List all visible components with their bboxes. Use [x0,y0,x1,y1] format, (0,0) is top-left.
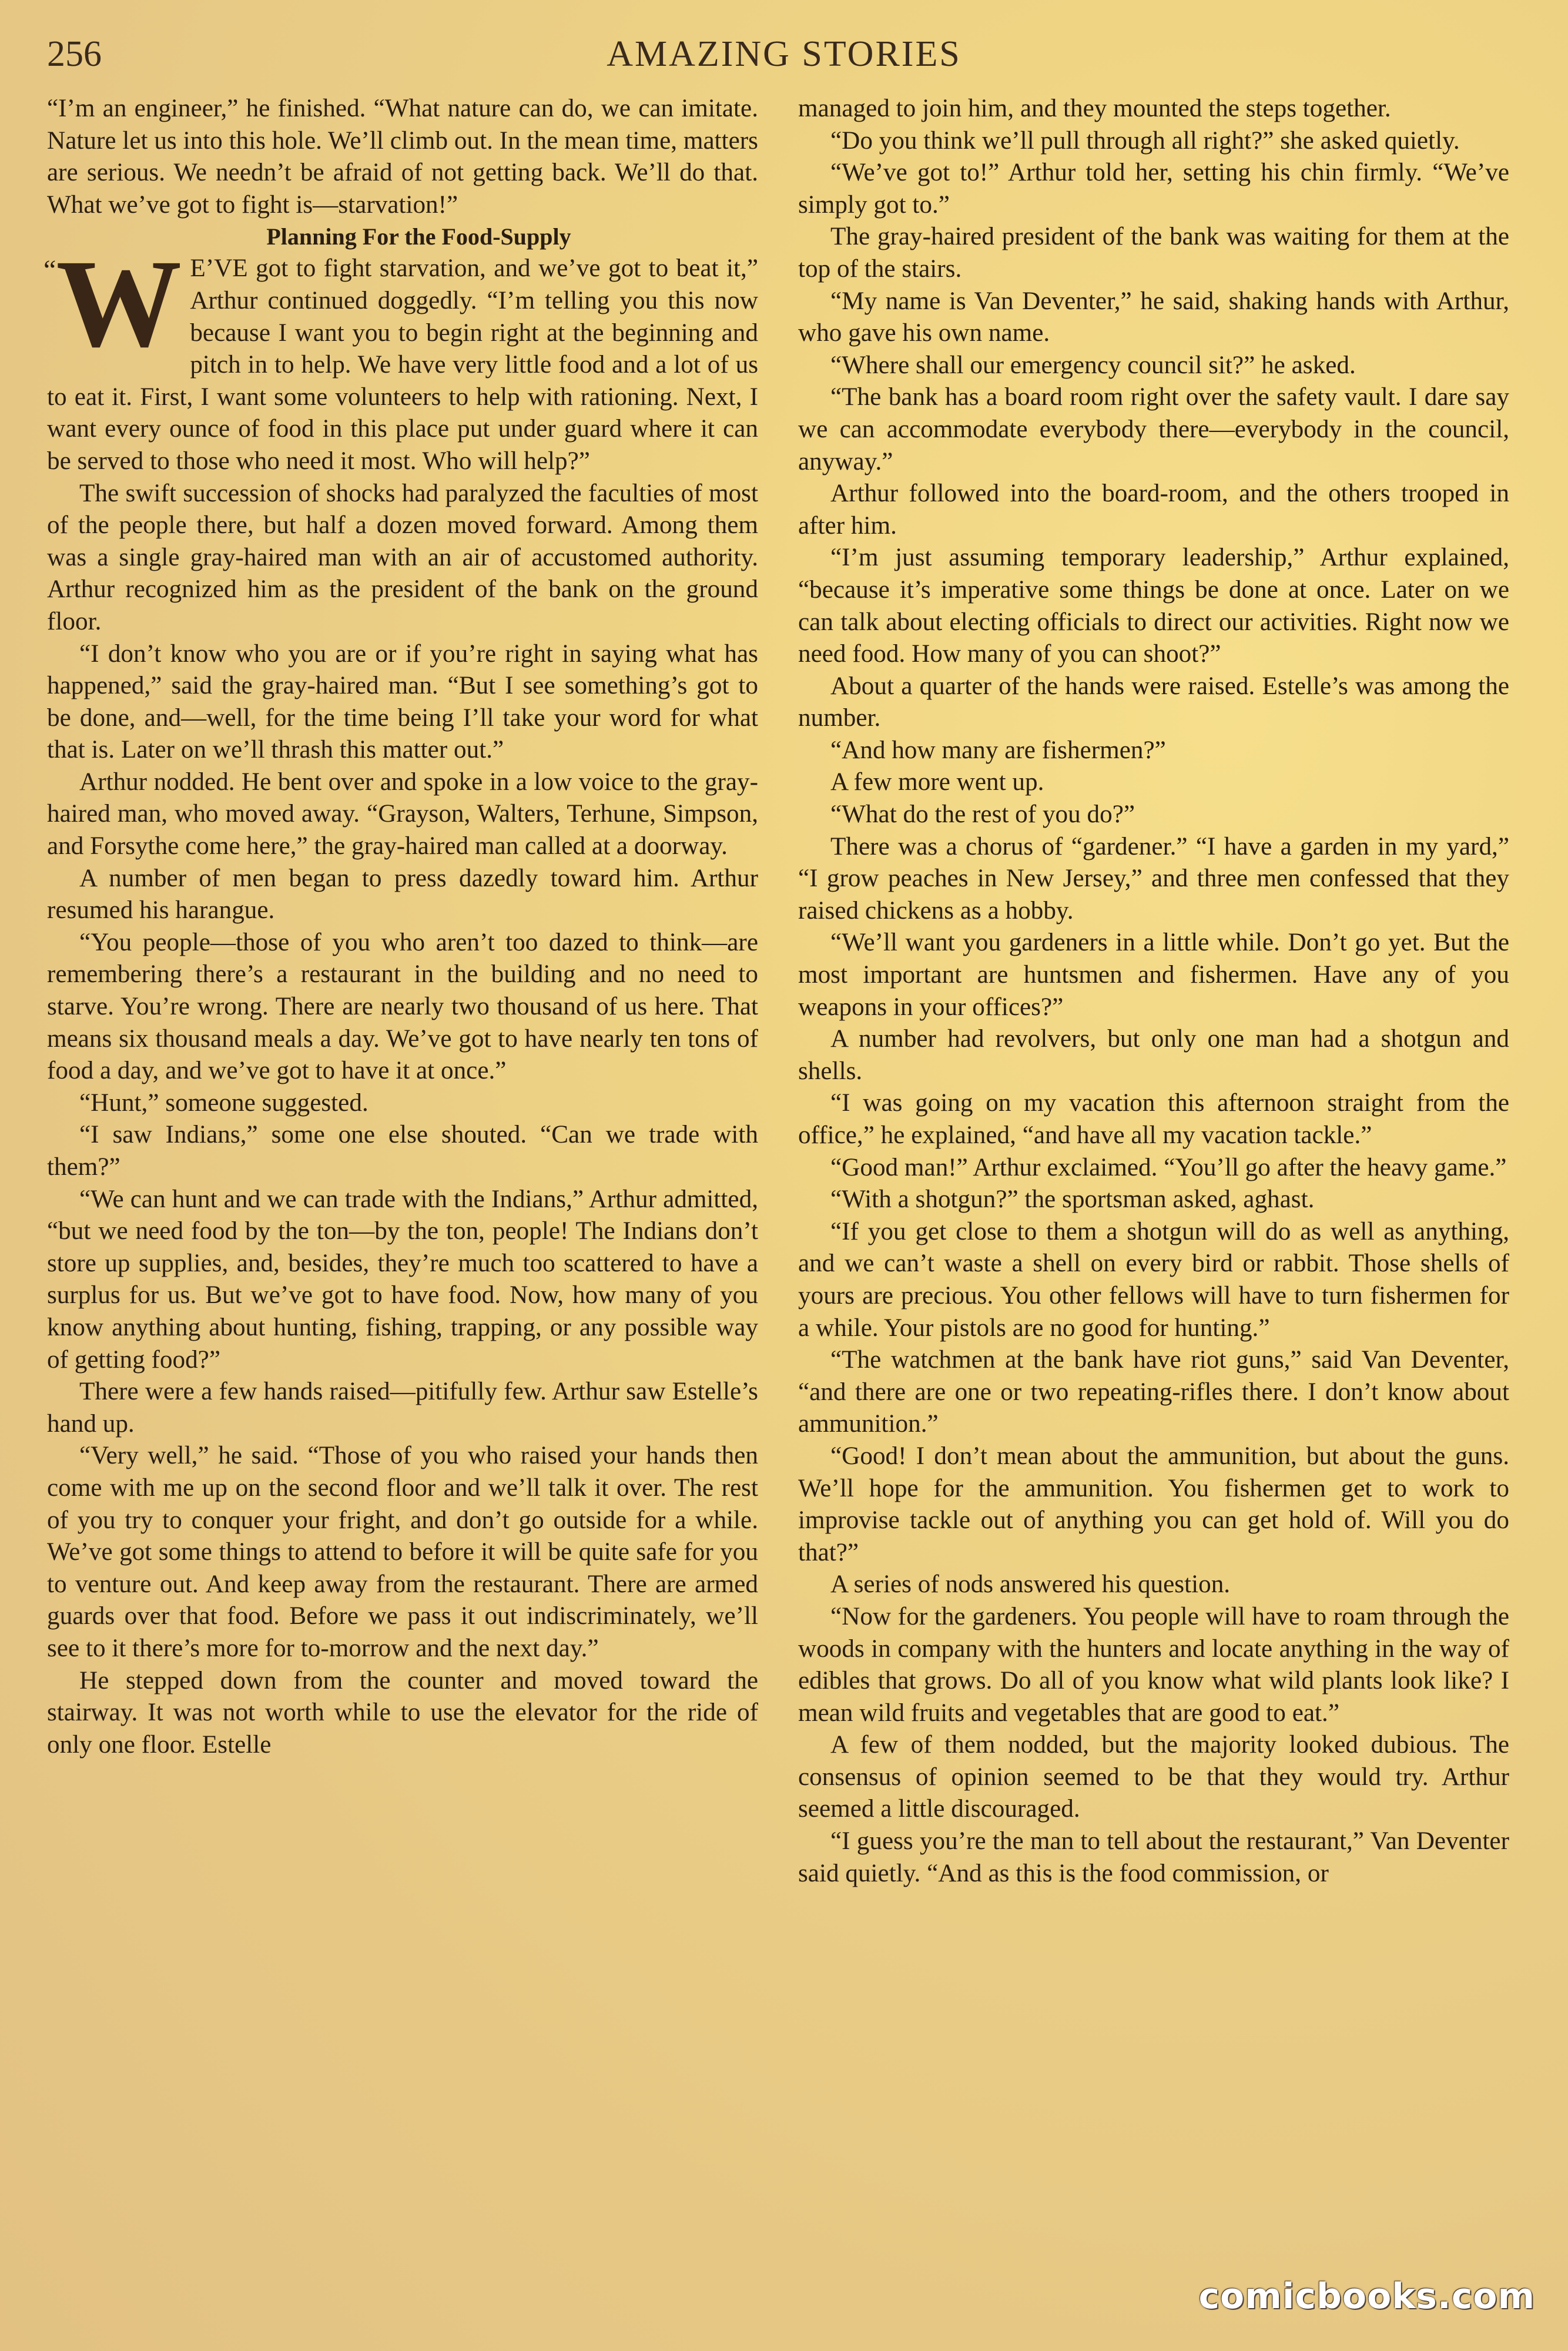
paragraph: “The bank has a board room right over the safety vault. I dare say we can accommodate everybody there—everybody in the council, anyway.” [798,383,1509,475]
paragraph: About a quarter of the hands were raised. Estelle’s was among the number. [798,672,1509,732]
paragraph: “The watchmen at the bank have riot guns,” said Van Deventer, “and there are one or two repeating-rifles there. I don’t know about ammunition.” [798,1346,1509,1438]
paragraph: A number of men began to press dazedly toward him. Arthur resumed his harangue. [47,864,758,925]
paragraph: “I guess you’re the man to tell about the restaurant,” Van Deventer said quietly. “And as this is the food commission, or [798,1827,1509,1887]
page-number: 256 [47,34,102,74]
paragraph: “I’m an engineer,” he finished. “What nature can do, we can imitate. Nature let us into this hole. We’ll climb out. In the mean time, matters are serious. We needn’t be afraid of not getting back. We’ll do that. What we’ve got to fight is—starvation!” [47,95,758,219]
paragraph: He stepped down from the counter and moved toward the stairway. It was not worth while to use the elevator for the ride of only one floor. Estelle [47,1666,758,1759]
paragraph: A series of nods answered his question. [830,1570,1231,1599]
paragraph: “I saw Indians,” some one else shouted. “Can we trade with them?” [47,1121,758,1181]
paragraph: “I’m just assuming temporary leadership,” Arthur explained, “because it’s imperative some things be done at once. Later on we can talk about electing officials to direct our activities. Right now we need food. How many of you can shoot?” [798,544,1509,668]
paragraph: “And how many are fishermen?” [830,736,1166,764]
paragraph: “We’ll want you gardeners in a little while. Don’t go yet. But the most important are huntsmen and fishermen. Have any of you weapons in your offices?” [798,929,1509,1021]
right-column [798,93,1509,1890]
paragraph: managed to join him, and they mounted the steps together. [798,95,1391,122]
paragraph: “If you get close to them a shotgun will do as well as anything, and we can’t waste a shell on every bird or rabbit. Those shells of yours are precious. You other fellows will have to turn fishermen for a while. Your pistols are no good for hunting.” [798,1217,1509,1342]
paragraph: “You people—those of you who aren’t too dazed to think—are remembering there’s a restaurant in the building and no need to starve. You’re wrong. There are nearly two thousand of us here. That means six thousand meals a day. We’ve got to have nearly ten tons of food a day, and we’ve got to have it at once.” [47,928,758,1085]
watermark: comicbooks.com [1198,2276,1535,2317]
paragraph: The gray-haired president of the bank was waiting for them at the top of the stairs. [798,223,1509,283]
paragraph: The swift succession of shocks had paralyzed the faculties of most of the people there, but half a dozen moved forward. Among them was a single gray-haired man with an air of accustomed authority. Arthur recognized him as the president of the bank on the ground floor. [47,479,758,635]
paragraph-text: E’VE got to fight starvation, and we’ve got to beat it,” Arthur continued doggedly. “I’m telling you this now because I want you to begin right at the beginning and pitch in to help. We have very little food and a lot of us to eat it. First, I want some volunteers to help with rationing. Next, I want every ounce of food in this place put under guard where it can be served to those who need it most. Who will help?” [47,254,758,475]
paragraph: “Do you think we’ll pull through all right?” she asked quietly. [830,126,1460,155]
paragraph: “Good! I don’t mean about the ammunition, but about the guns. We’ll hope for the ammunition. You fishermen get to work to improvise tackle out of anything you can get hold of. Will you do that?” [798,1442,1509,1566]
paragraph: Arthur followed into the board-room, and the others trooped in after him. [798,480,1509,540]
section-heading: Planning For the Food-Supply [266,223,571,250]
dropcap-letter: W [56,234,182,374]
paragraph: A number had revolvers, but only one man had a shotgun and shells. [798,1025,1509,1085]
paragraph: “Where shall our emergency council sit?” he asked. [830,351,1356,379]
paragraph: “Now for the gardeners. You people will have to roam through the woods in company with the hunters and locate anything in the way of edibles that grows. Do all of you know what wild plants look like? I mean wild fruits and vegetables that are good to eat.” [798,1602,1509,1727]
paragraph: “What do the rest of you do?” [830,801,1135,829]
paragraph: “Hunt,” someone suggested. [79,1089,368,1117]
paragraph: There were a few hands raised—pitifully few. Arthur saw Estelle’s hand up. [47,1378,758,1438]
paragraph: A few of them nodded, but the majority looked dubious. The consensus of opinion seemed to be that they would try. Arthur seemed a little discouraged. [798,1731,1509,1823]
running-head-title: AMAZING STORIES [607,34,961,74]
paragraph: “My name is Van Deventer,” he said, shaking hands with Arthur, who gave his own name. [798,287,1509,347]
paragraph: “I don’t know who you are or if you’re right in saying what has happened,” said the gray-haired man. “But I see something’s got to be done, and—well, for the time being I’ll take your word for what that is. Later on we’ll thrash this matter out.” [47,639,758,764]
paragraph: “I was going on my vacation this afternoon straight from the office,” he explained, “and have all my vacation tackle.” [798,1089,1509,1149]
paragraph: There was a chorus of “gardener.” “I have a garden in my yard,” “I grow peaches in New Jersey,” and three men confessed that they raised chickens as a hobby. [798,832,1509,925]
paragraph: “With a shotgun?” the sportsman asked, aghast. [830,1185,1315,1214]
paragraph: “We’ve got to!” Arthur told her, setting his chin firmly. “We’ve simply got to.” [798,159,1509,219]
paragraph: “Very well,” he said. “Those of you who raised your hands then come with me up on the second floor and we’ll talk it over. The rest of you try to conquer your fright, and don’t go outside for a while. We’ve got some things to attend to before it will be quite safe for you to venture out. And keep away from the restaurant. There are armed guards over that food. Before we pass it out indiscriminately, we’ll see to it there’s more for to-morrow and the next day.” [47,1442,758,1662]
paragraph: “We can hunt and we can trade with the Indians,” Arthur admitted, “but we need food by the ton—by the ton, people! The Indians don’t store up supplies, and, besides, they’re much too scattered to have a surplus for us. But we’ve got to have food. Now, how many of you know anything about hunting, fishing, trapping, or any possible way of getting food?” [47,1185,758,1374]
paragraph: A few more went up. [830,768,1044,796]
left-column [43,93,758,1761]
dropcap-quote: “ [43,254,56,286]
paragraph: Arthur nodded. He bent over and spoke in a low voice to the gray-haired man, who moved away. “Grayson, Walters, Terhune, Simpson, and Forsythe come here,” the gray-haired man called at a doorway. [47,768,758,860]
paragraph: “Good man!” Arthur exclaimed. “You’ll go after the heavy game.” [830,1153,1507,1181]
